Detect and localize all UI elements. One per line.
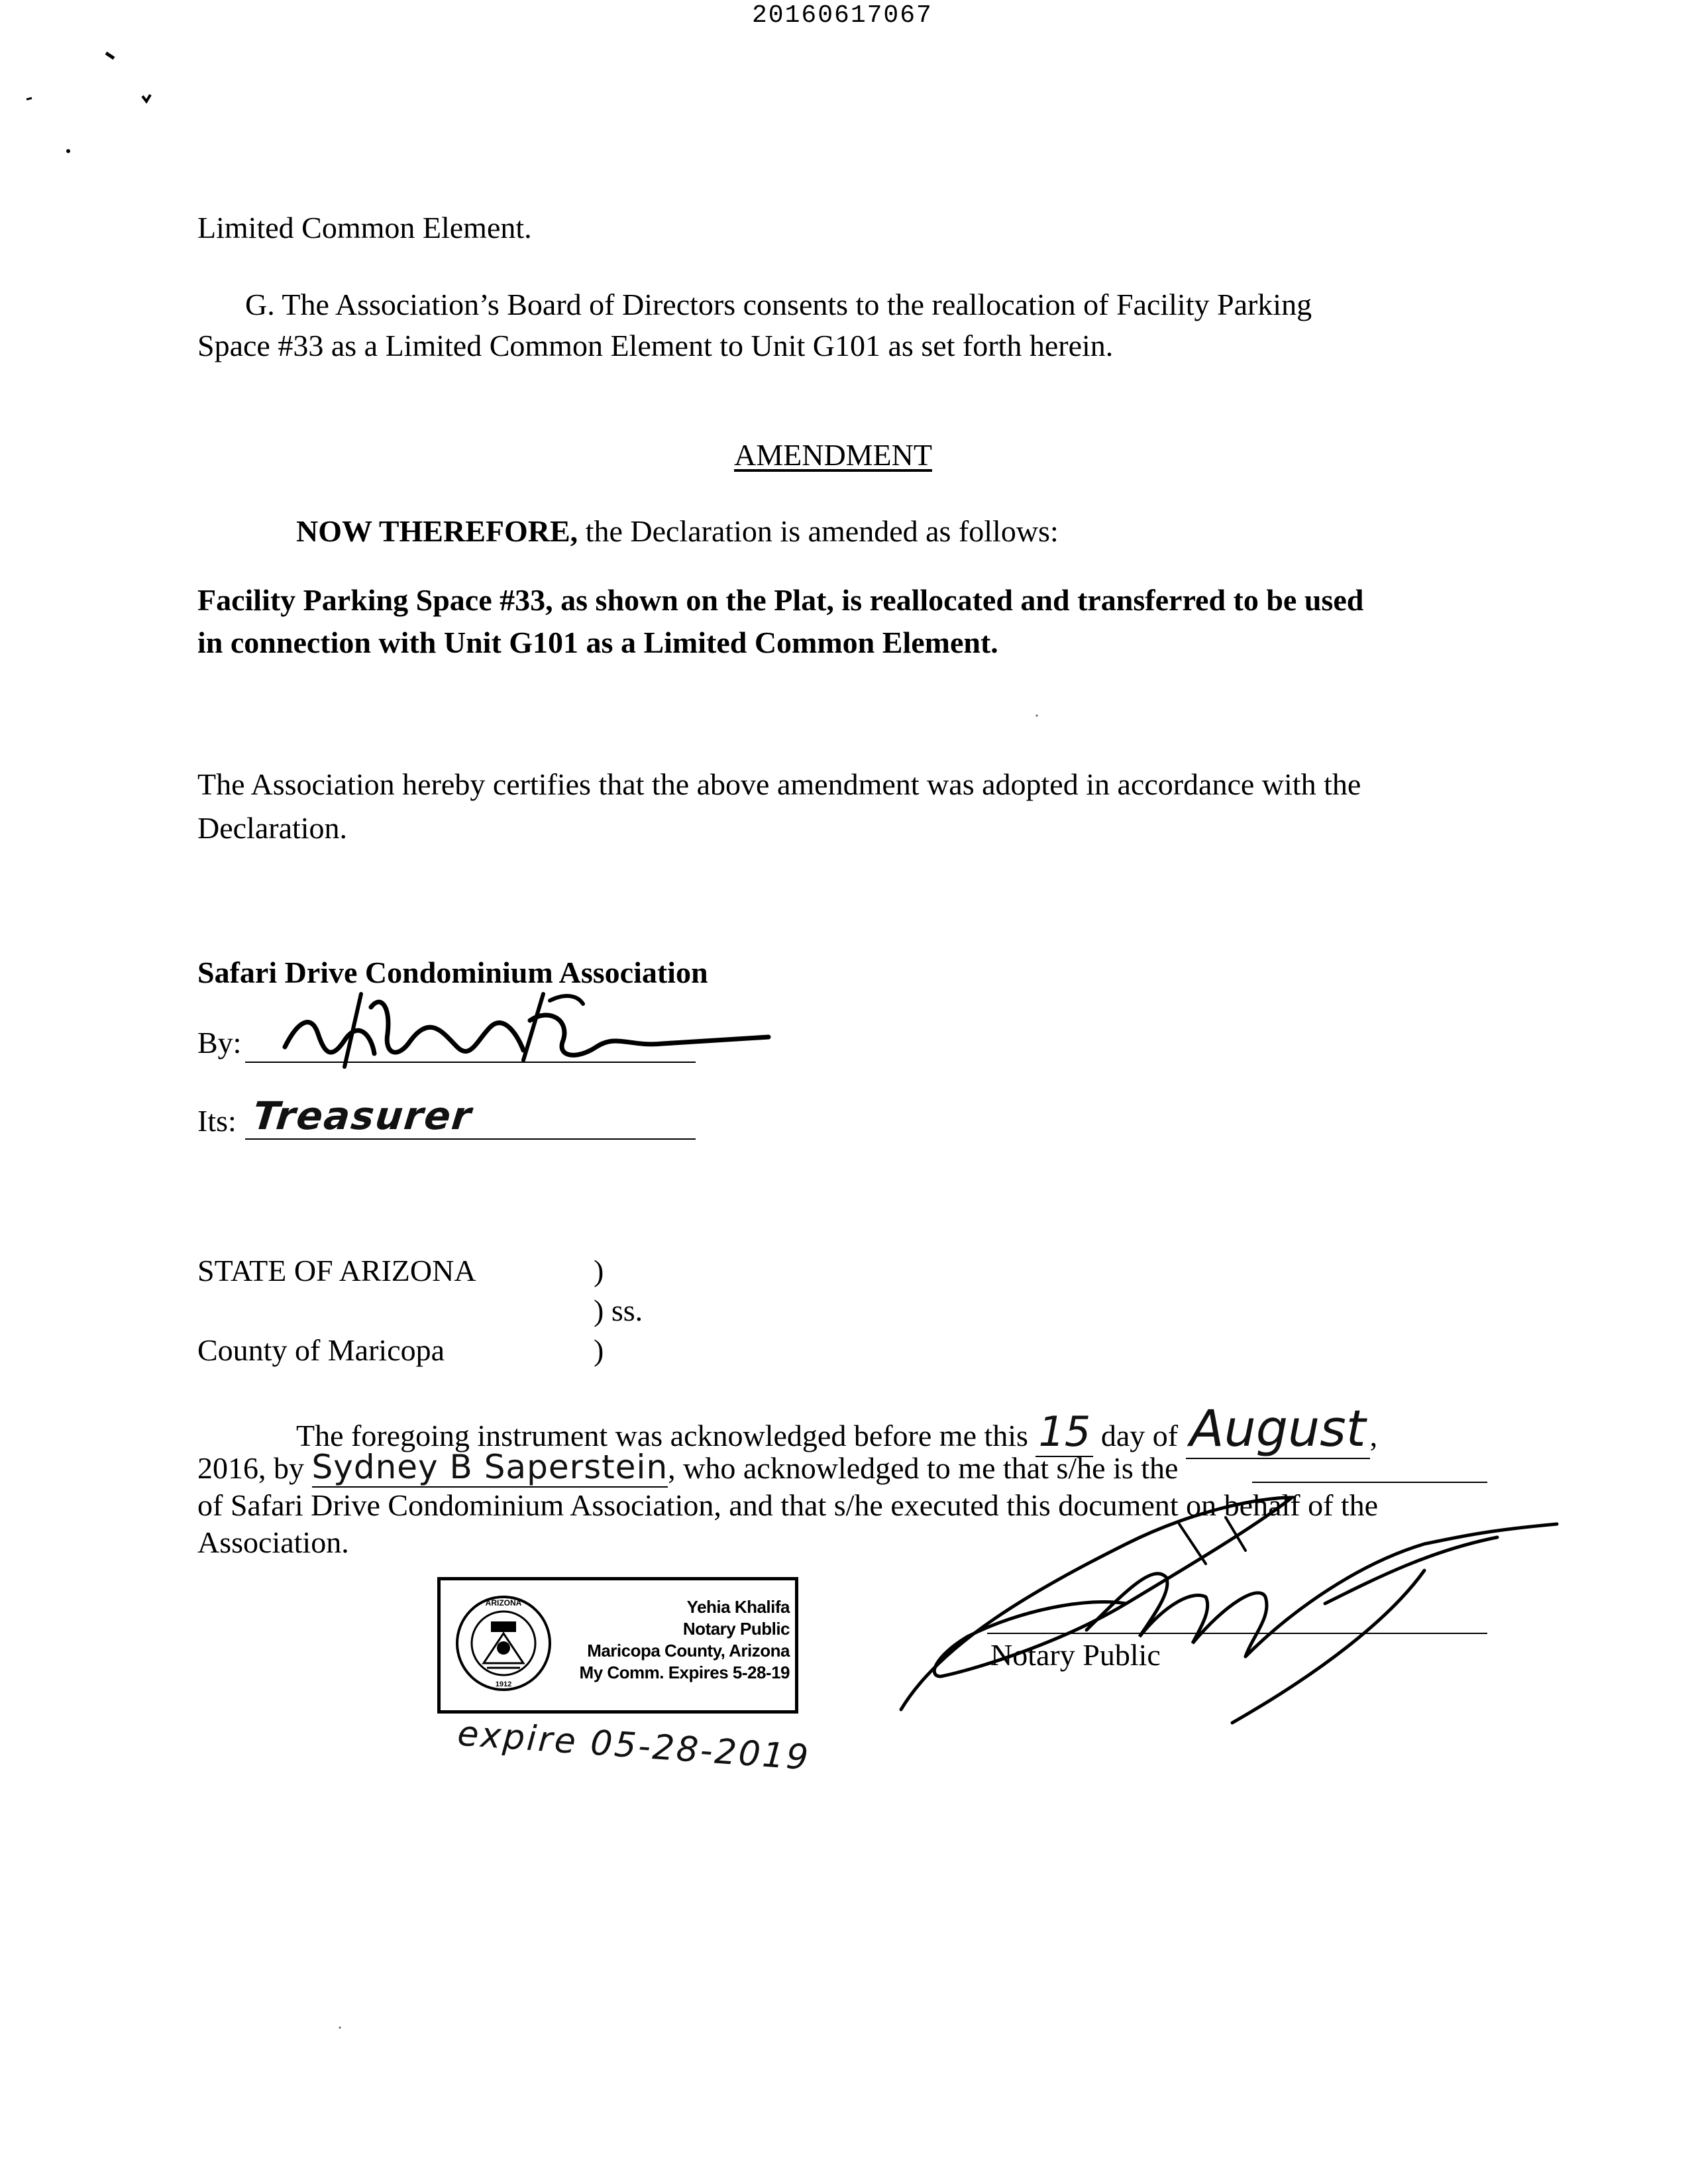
amendment-text-line-1: Facility Parking Space #33, as shown on the Plat, is reallocated and transferred to be used: [197, 583, 1364, 617]
stamp-expiration: My Comm. Expires 5-28-19: [579, 1663, 790, 1682]
now-therefore-rest: the Declaration is amended as follows:: [578, 514, 1059, 548]
county-label: County of Maricopa: [197, 1333, 445, 1367]
amendment-heading: AMENDMENT: [734, 438, 932, 472]
now-therefore-line: [296, 510, 1059, 553]
acknowledgment-line-4: Association.: [197, 1525, 349, 1559]
paragraph-continuation: Limited Common Element.: [197, 211, 532, 245]
paragraph-g-line-2: Space #33 as a Limited Common Element to Unit G101 as set forth herein.: [197, 329, 1114, 362]
handwritten-expiration: expire 05-28-2019: [456, 1714, 812, 1778]
by-label: By:: [197, 1026, 242, 1060]
paragraph-g-line-1: G. The Association’s Board of Directors consents to the reallocation of Facility Parking: [245, 288, 1312, 321]
arizona-seal-icon: [454, 1594, 553, 1693]
ack-title-line: [1252, 1482, 1487, 1483]
seal-year: 1912: [495, 1680, 512, 1688]
ack-text-1b: day of: [1093, 1419, 1186, 1452]
ack-text-2b: who acknowledged to me that s/he is the: [675, 1451, 1179, 1485]
ack-text-1a: The foregoing instrument was acknowledged before me this: [296, 1419, 1036, 1452]
stamp-title: Notary Public: [682, 1619, 790, 1639]
ack-name-handwritten: Sydney B Saperstein: [311, 1448, 668, 1486]
paren-ss: ) ss.: [594, 1293, 643, 1327]
paren-3: ): [594, 1333, 604, 1367]
stamp-text-block: [580, 1596, 790, 1684]
state-label: STATE OF ARIZONA: [197, 1254, 476, 1287]
certify-line-1: The Association hereby certifies that the above amendment was adopted in accordance with the: [197, 767, 1361, 801]
acknowledgment-line-3: of Safari Drive Condominium Association, and that s/he executed this document on behalf of the: [197, 1488, 1379, 1522]
ack-text-2a: 2016, by: [197, 1451, 312, 1485]
acknowledgment-line-2: 2016, by Sydney B Saperstein, who acknowledged to me that s/he is the: [197, 1448, 1179, 1486]
now-therefore-bold: NOW THEREFORE,: [296, 514, 578, 548]
notary-stamp: [437, 1577, 798, 1714]
document-number: 20160617067: [752, 1, 933, 30]
ack-month-handwritten: August: [1186, 1399, 1370, 1459]
acknowledgment-line-1: The foregoing instrument was acknowledged before me this 15 day of August ,: [296, 1399, 1378, 1458]
association-name: Safari Drive Condominium Association: [197, 956, 708, 989]
stamp-county: Maricopa County, Arizona: [587, 1641, 790, 1661]
its-handwritten-value: Treasurer: [250, 1093, 475, 1138]
its-line: [245, 1138, 696, 1140]
by-signature-line: [245, 1062, 696, 1063]
paren-1: ): [594, 1254, 604, 1287]
svg-text:ARIZONA: ARIZONA: [485, 1598, 522, 1608]
notary-public-label: Notary Public: [990, 1638, 1161, 1672]
stamp-notary-name: Yehia Khalifa: [686, 1597, 790, 1617]
amendment-text-line-2: in connection with Unit G101 as a Limited Common Element.: [197, 626, 998, 659]
its-label: Its:: [197, 1104, 237, 1138]
ack-day-handwritten: 15: [1035, 1407, 1093, 1457]
certify-line-2: Declaration.: [197, 811, 348, 845]
